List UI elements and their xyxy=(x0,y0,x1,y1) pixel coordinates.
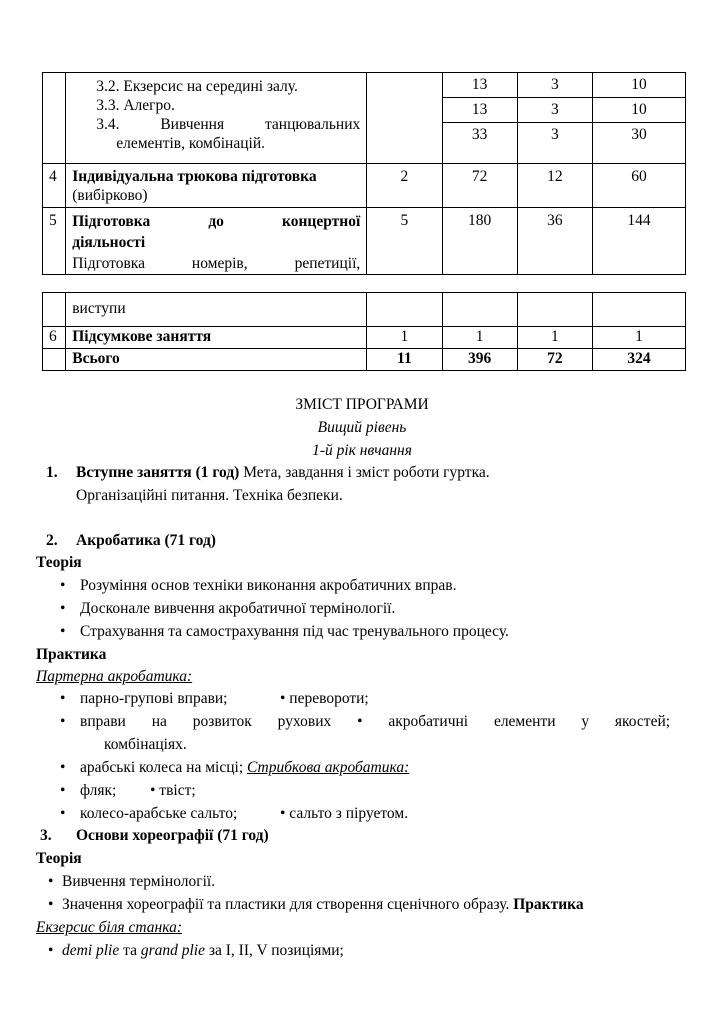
bullet-icon: • xyxy=(60,600,66,617)
cell-c4 xyxy=(442,293,517,327)
cell-c4: 180 xyxy=(442,208,517,275)
practice-item: • твіст; xyxy=(150,782,196,799)
cell-c6: 1 xyxy=(593,327,686,349)
bullet-icon: • xyxy=(48,873,54,890)
cell-c5: 3 3 3 xyxy=(517,73,592,164)
cell-c4: 72 xyxy=(442,164,517,208)
bullet-icon: • xyxy=(60,782,66,799)
section-number: 3. xyxy=(40,827,52,844)
practice-label: Практика xyxy=(513,896,584,913)
cell-num: 5 xyxy=(43,208,66,275)
practice-item: • сальто з піруетом. xyxy=(280,805,409,822)
parterre-subheading: Партерна акробатика: xyxy=(36,668,193,685)
cell-c6 xyxy=(593,293,686,327)
section-3-title: Основи хореографії (71 год) xyxy=(76,827,269,844)
cell-c4: 1 xyxy=(442,327,517,349)
cell-c4: 13 13 33 xyxy=(442,73,517,164)
table-row xyxy=(43,327,686,349)
theory-item: Досконале вивчення акробатичної термінології. xyxy=(80,600,396,617)
jump-acrobatics-subheading: Стрибкова акробатика: xyxy=(247,759,410,776)
topic-line: елементів, комбінацій. xyxy=(116,135,266,152)
section-number: 2. xyxy=(46,532,58,549)
cell-num xyxy=(43,349,66,371)
cell-c5: 1 xyxy=(517,327,592,349)
section-2-title: Акробатика (71 год) xyxy=(76,532,216,549)
theory-item: Страхування та самострахування під час тренувального процесу. xyxy=(80,623,509,640)
cell-c6: 60 xyxy=(593,164,686,208)
practice-item: вправи на розвиток рухових • акробатичні елементи у якостей; xyxy=(80,713,671,730)
cell-title: Всього xyxy=(66,349,367,371)
bullet-icon: • xyxy=(60,577,66,594)
cell-title: Підсумкове заняття xyxy=(66,327,367,349)
topic-line: 3.4. Вивчення танцювальних xyxy=(96,116,361,133)
cell-title: Підготовка до концертної діяльності Підготовка номерів, репетиції, xyxy=(66,208,367,275)
year-heading: 1-й рік нвчання xyxy=(312,442,412,459)
theory-label: Теорія xyxy=(36,554,82,571)
topic-line: 3.2. Екзерсис на середині залу. xyxy=(96,78,298,95)
cell-c5: 12 xyxy=(517,164,592,208)
bullet-icon: • xyxy=(60,805,66,822)
cell-num xyxy=(43,293,66,327)
table-row xyxy=(43,164,686,208)
theory-item: Вивчення термінології. xyxy=(62,873,216,890)
table-row-continued xyxy=(43,293,686,327)
cell-c3: 2 xyxy=(367,164,442,208)
program-table-part-2 xyxy=(42,292,686,371)
bullet-icon: • xyxy=(48,942,54,959)
theory-item: Розуміння основ техніки виконання акробатичних вправ. xyxy=(80,577,457,594)
practice-item: фляк; xyxy=(80,782,117,799)
cell-title: виступи xyxy=(66,293,367,327)
cell-c6: 324 xyxy=(593,349,686,371)
section-1-line: Вступне заняття (1 год) Мета, завдання і зміст роботи гуртка. xyxy=(76,464,490,481)
practice-item-cont: комбінаціях. xyxy=(104,736,187,753)
theory-item: Значення хореографії та пластики для створення сценічного образу. Практика xyxy=(62,896,584,913)
topic-line: 3.3. Алегро. xyxy=(96,97,175,114)
bullet-icon: • xyxy=(60,690,66,707)
cell-num xyxy=(43,73,66,164)
cell-c6: 10 10 30 xyxy=(593,73,686,164)
program-table-part-1 xyxy=(42,72,686,275)
cell-c3 xyxy=(367,293,442,327)
cell-c3: 5 xyxy=(367,208,442,275)
bullet-icon: • xyxy=(60,759,66,776)
cell-c3: 11 xyxy=(367,349,442,371)
cell-c4: 396 xyxy=(442,349,517,371)
section-heading: ЗМІСТ ПРОГРАМИ xyxy=(295,396,429,413)
practice-item: парно-групові вправи; xyxy=(80,690,228,707)
theory-label: Теорія xyxy=(36,850,82,867)
cell-title: Індивідуальна трюкова підготовка (вибірково) xyxy=(66,164,367,208)
bullet-icon: • xyxy=(60,713,66,730)
practice-item: арабські колеса на місці; Стрибкова акробатика: xyxy=(80,759,410,776)
practice-item: колесо-арабське сальто; xyxy=(80,805,238,822)
table-row-total xyxy=(43,349,686,371)
exercise-subheading: Екзерсис біля станка: xyxy=(36,919,182,936)
practice-item: demi plie та grand plie за I, II, V позиціями; xyxy=(62,942,344,959)
bullet-icon: • xyxy=(48,896,54,913)
cell-num: 6 xyxy=(43,327,66,349)
cell-topics xyxy=(66,73,367,164)
section-number: 1. xyxy=(46,464,58,481)
practice-label: Практика xyxy=(36,646,107,663)
cell-c6: 144 xyxy=(593,208,686,275)
cell-c5 xyxy=(517,293,592,327)
cell-c5: 72 xyxy=(517,349,592,371)
cell-c3: 1 xyxy=(367,327,442,349)
bullet-icon: • xyxy=(60,623,66,640)
cell-c3 xyxy=(367,73,442,164)
cell-c5: 36 xyxy=(517,208,592,275)
table-row xyxy=(43,208,686,275)
practice-item: • перевороти; xyxy=(280,690,369,707)
cell-num: 4 xyxy=(43,164,66,208)
section-1-line-2: Організаційні питання. Техніка безпеки. xyxy=(76,487,343,504)
level-heading: Вищий рівень xyxy=(317,419,407,436)
table-row-continued xyxy=(43,73,686,164)
